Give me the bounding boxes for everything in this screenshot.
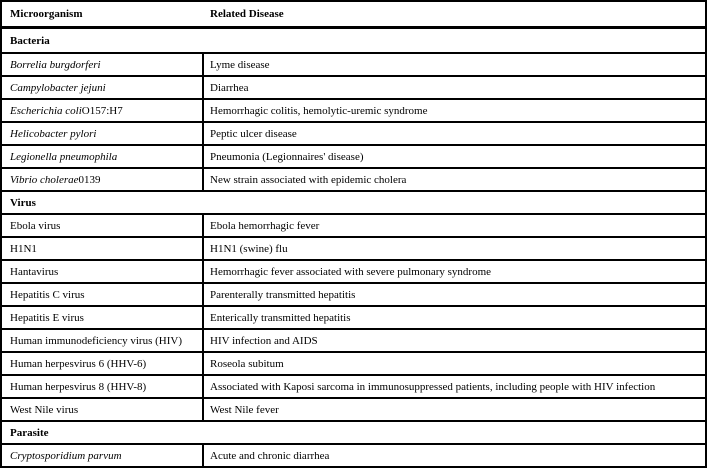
column-header-microorganism: Microorganism (10, 8, 83, 20)
disease-cell: Lyme disease (210, 58, 270, 71)
organism-cell (2, 123, 204, 144)
table-row-ebola-virus (2, 213, 705, 236)
disease-cell: Diarrhea (210, 81, 249, 94)
disease-cell: Pneumonia (Legionnaires' disease) (210, 150, 364, 163)
organism-cell (2, 353, 204, 374)
organism-cell (2, 169, 204, 190)
disease-cell: New strain associated with epidemic cholera (210, 173, 407, 186)
disease-cell: Hemorrhagic colitis, hemolytic-uremic syndrome (210, 104, 428, 117)
table-row-cryptosporidium-parvum (2, 443, 705, 466)
table-row-hhv6 (2, 351, 705, 374)
organism-cell (2, 284, 204, 305)
table-row-hhv8 (2, 374, 705, 397)
section-label: Virus (10, 196, 36, 209)
disease-cell: H1N1 (swine) flu (210, 242, 288, 255)
table-row-borrelia-burgdorferi (2, 52, 705, 75)
disease-cell: Ebola hemorrhagic fever (210, 219, 320, 232)
header-cell-microorganism (2, 2, 204, 26)
organism-name-plain: Human herpesvirus 6 (HHV-6) (10, 357, 147, 370)
organism-name-plain: 0139 (78, 173, 101, 186)
organism-name-plain: Ebola virus (10, 219, 61, 232)
table-row-vibrio-cholerae (2, 167, 705, 190)
organism-name-plain: Human herpesvirus 8 (HHV-8) (10, 380, 147, 393)
organism-name-italic: Legionella pneumophila (10, 150, 118, 163)
organism-cell (2, 399, 204, 420)
organism-cell (2, 100, 204, 121)
organism-name-italic: Borrelia burgdorferi (10, 58, 101, 71)
table-row-hepatitis-e-virus (2, 305, 705, 328)
disease-cell: Hemorrhagic fever associated with severe pulmonary syndrome (210, 265, 492, 278)
table-row-west-nile-virus (2, 397, 705, 420)
organism-name-plain: H1N1 (10, 242, 37, 255)
organism-name-italic: Campylobacter jejuni (10, 81, 106, 94)
disease-cell: Acute and chronic diarrhea (210, 449, 330, 462)
table-row-hepatitis-c-virus (2, 282, 705, 305)
organism-name-plain: Hepatitis E virus (10, 311, 84, 324)
section-label-cell (2, 192, 705, 213)
table-row-h1n1 (2, 236, 705, 259)
organism-cell (2, 307, 204, 328)
organism-cell (2, 54, 204, 75)
header-cell-related-disease (204, 2, 705, 26)
disease-cell: West Nile fever (210, 403, 279, 416)
organism-name-italic: Helicobacter pylori (10, 127, 97, 140)
section-header-parasite (2, 420, 705, 443)
disease-cell: HIV infection and AIDS (210, 334, 318, 347)
table-row-campylobacter-jejuni (2, 75, 705, 98)
organism-cell (2, 77, 204, 98)
disease-cell: Associated with Kaposi sarcoma in immunosuppressed patients, including people with HIV infection (210, 380, 656, 393)
organism-name-italic: Escherichia coli (10, 104, 82, 117)
organism-name-plain: Human immunodeficiency virus (HIV) (10, 334, 182, 347)
table-row-legionella-pneumophila (2, 144, 705, 167)
table-header-row (2, 2, 705, 29)
organism-cell (2, 238, 204, 259)
organism-cell (2, 261, 204, 282)
section-label: Parasite (10, 426, 49, 439)
section-header-virus (2, 190, 705, 213)
organism-cell (2, 445, 204, 466)
organism-cell (2, 215, 204, 236)
table-row-hantavirus (2, 259, 705, 282)
disease-cell: Parenterally transmitted hepatitis (210, 288, 356, 301)
column-header-related-disease: Related Disease (210, 8, 284, 20)
table-row-escherichia-coli (2, 98, 705, 121)
organism-name-plain: West Nile virus (10, 403, 79, 416)
organism-cell (2, 146, 204, 167)
section-label-cell (2, 422, 705, 443)
organism-cell (2, 330, 204, 351)
organism-cell (2, 376, 204, 397)
section-header-bacteria (2, 29, 705, 52)
organism-name-plain: Hantavirus (10, 265, 59, 278)
organism-name-italic: Vibrio cholerae (10, 173, 79, 186)
disease-cell: Enterically transmitted hepatitis (210, 311, 351, 324)
disease-cell: Roseola subitum (210, 357, 284, 370)
table-row-helicobacter-pylori (2, 121, 705, 144)
disease-cell: Peptic ulcer disease (210, 127, 297, 140)
organism-name-plain: Hepatitis C virus (10, 288, 85, 301)
section-label-cell (2, 29, 705, 52)
section-label: Bacteria (10, 34, 50, 47)
organism-name-italic: Cryptosporidium parvum (10, 449, 122, 462)
table-row-hiv (2, 328, 705, 351)
organism-name-plain: O157:H7 (81, 104, 123, 117)
